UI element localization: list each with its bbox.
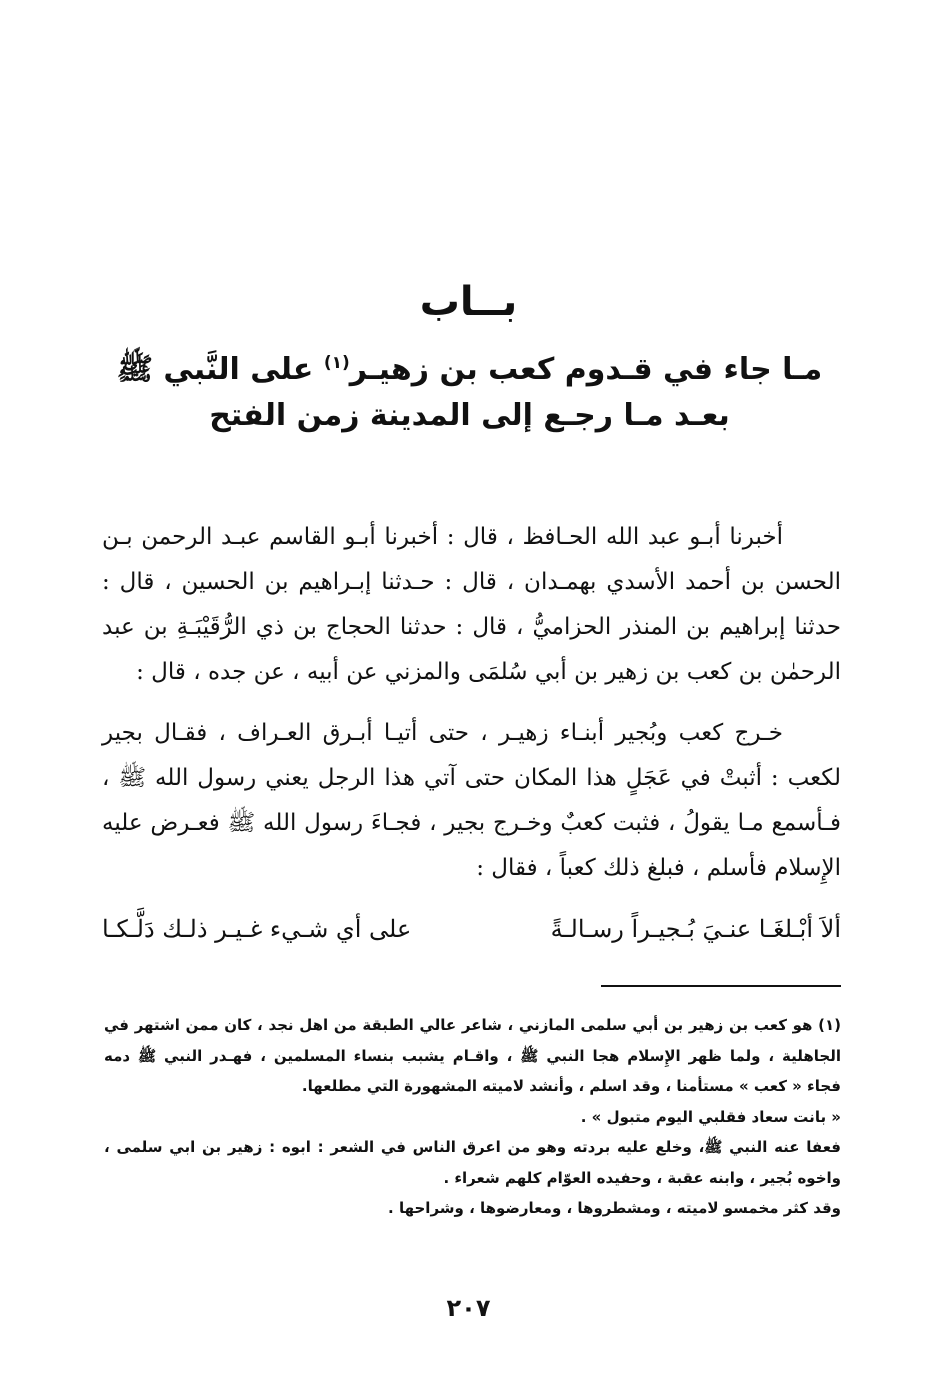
footnote-line: « بانت سعاد فقلبي اليوم متبول » . xyxy=(580,1107,841,1126)
footnote-line: وقد كثر مخمسو لاميته ، ومشطروها ، ومعارضوها ، وشراحها . xyxy=(388,1199,841,1217)
chapter-title xyxy=(100,340,839,439)
footnotes xyxy=(104,1010,841,1224)
paragraph-isnad xyxy=(102,515,841,695)
title-text-before-ref: مـا جاء في قـدوم كعب بن زهيـر xyxy=(349,352,823,387)
verse-second-hemistich: على أي شـيء غـيـر ذلـك دَلَّـكـا xyxy=(102,915,412,943)
poem-verse xyxy=(102,906,841,952)
title-text-after-ref: على النَّبي ﷺ بعـد مـا رجـع إلى المدينة زمن الفتح xyxy=(116,352,730,433)
verse-first-hemistich: ألاَ أبْـلغَـا عنـيَ بُـجيـراً رسـالـةً xyxy=(550,915,841,943)
title-footnote-ref[interactable]: (١) xyxy=(323,353,350,373)
page-number: ٢٠٧ xyxy=(446,1294,491,1322)
footnote-line: واخوه بُجير ، وابنه عقبة ، وحفيده العوّام كلهم شعراء . xyxy=(443,1168,841,1187)
footnote-line: فعفا عنه النبي ﷺ، وخلع عليه بردته وهو من اعرق الناس في الشعر : ابوه : زهير بن ابي سلمى ، xyxy=(104,1138,841,1156)
paragraph-text: خـرج كعب وبُجير أبنـاء زهيـر ، حتى أتيـا أبـرق العـراف ، فقـال بجير لكعب : أثبتْ في عَجَلٍ هذا المكان حتى آتي هذا الرجل يعني رسول الله ﷺ ، فـأسمع مـا يقولُ ، فثبت كعبٌ وخـرج بجير ، فجـاءَ رسول الله ﷺ فعـرض عليه الإِسلام فأسلم ، فبلغ ذلك كعباً ، فقال : xyxy=(102,720,841,881)
footnote-line: الجاهلية ، ولما ظهر الإِسلام هجا النبي ﷺ ، واقـام يشبب بنساء المسلمين ، فهـدر النبي ﷺ دمه xyxy=(104,1046,841,1065)
footnote-line: فجاء « كعب » مستأمنا ، وقد اسلم ، وأنشد لاميته المشهورة التي مطلعها. xyxy=(301,1077,841,1095)
footnote-line: (١) هو كعب بن زهير بن أبي سلمى المازني ، شاعر عالي الطبقة من اهل نجد ، كان ممن اشتهر في xyxy=(104,1016,841,1034)
paragraph-narration xyxy=(102,711,841,891)
paragraph-text: أخبرنا أبـو عبد الله الحـافظ ، قال : أخبرنا أبـو القاسم عبـد الرحمن بـن الحسن بن أحمد الأسدي بهمـدان ، قال : حـدثنا إبـراهيم بن الحسين ، قال : حدثنا إبراهيم بن المنذر الحزاميُّ ، قال : حدثنا الحجاج بن ذي الرُّقَيْبَـةِ بن عبد الرحمٰن بن كعب بن زهير بن أبي سُلمَى والمزني عن أبيه ، عن جده ، قال : xyxy=(102,524,841,685)
footnote-separator xyxy=(601,985,841,987)
chapter-heading: بــاب xyxy=(419,279,518,325)
